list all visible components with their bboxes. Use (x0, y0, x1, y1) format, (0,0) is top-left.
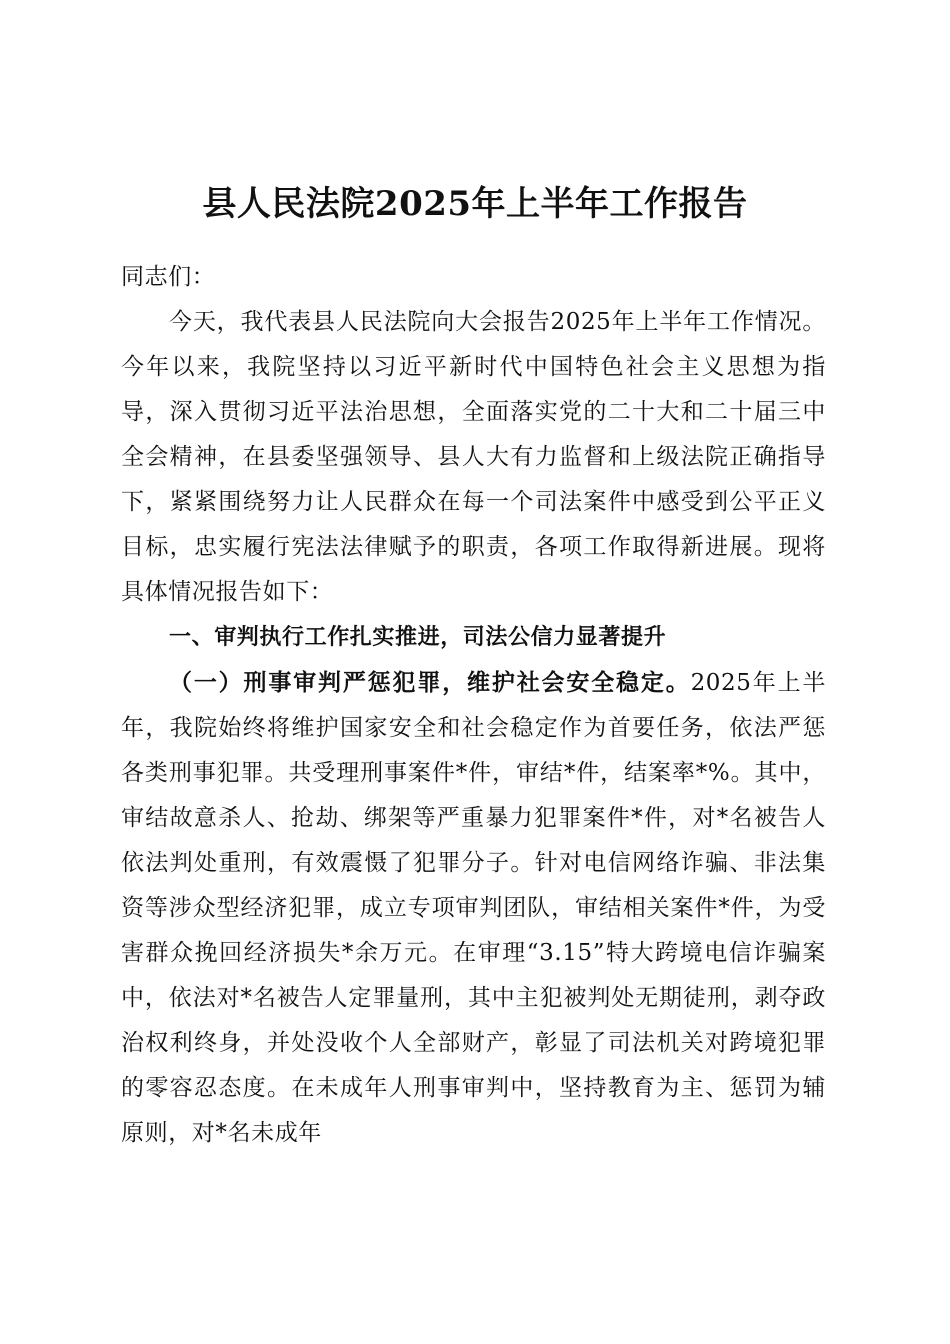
subsection-paragraph-1 (121, 660, 826, 1156)
document-body (121, 255, 826, 1156)
intro-paragraph: 今天，我代表县人民法院向大会报告2025年上半年工作情况。今年以来，我院坚持以习近平新时代中国特色社会主义思想为指导，深入贯彻习近平法治思想，全面落实党的二十大和二十届三中全会精神，在县委坚强领导、县人大有力监督和上级法院正确指导下，紧紧围绕努力让人民群众在每一个司法案件中感受到公平正义目标，忠实履行宪法法律赋予的职责，各项工作取得新进展。现将具体情况报告如下： (121, 309, 826, 605)
greeting: 同志们： (121, 264, 216, 290)
document-title: 县人民法院2025年上半年工作报告 (202, 184, 748, 224)
subsection-body-1: 2025年上半年，我院始终将维护国家安全和社会稳定作为首要任务，依法严惩各类刑事犯罪。共受理刑事案件*件，审结*件，结案率*%。其中，审结故意杀人、抢劫、绑架等严重暴力犯罪案件*件，对*名被告人依法判处重刑，有效震慑了犯罪分子。针对电信网络诈骗、非法集资等涉众型经济犯罪，成立专项审判团队，审结相关案件*件，为受害群众挽回经济损失*余万元。在审理“3.15”特大跨境电信诈骗案中，依法对*名被告人定罪量刑，其中主犯被判处无期徒刑，剥夺政治权利终身，并处没收个人全部财产，彰显了司法机关对跨境犯罪的零容忍态度。在未成年人刑事审判中，坚持教育为主、惩罚为辅原则，对*名未成年 (121, 670, 827, 1146)
section-heading-1: 一、审判执行工作扎实推进，司法公信力显著提升 (169, 625, 667, 650)
subsection-heading-1: （一）刑事审判严惩犯罪，维护社会安全稳定。 (169, 669, 691, 696)
